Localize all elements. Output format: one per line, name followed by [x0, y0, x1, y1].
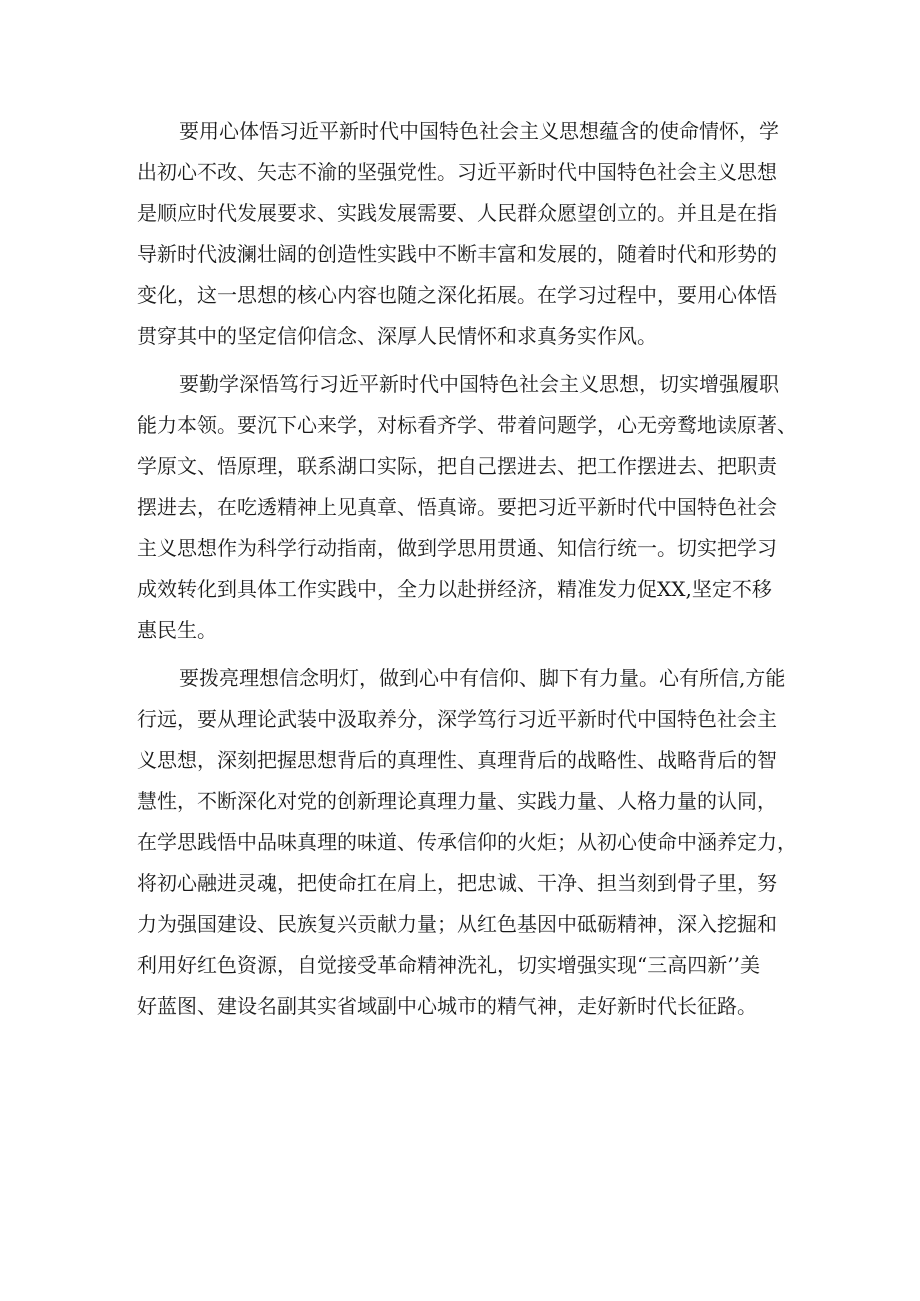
document-body	[137, 111, 797, 1027]
text-line: 行远，要从理论武装中汲取养分，深学笃行习近平新时代中国特色社会主	[137, 707, 777, 731]
paragraph	[137, 111, 785, 357]
text-line: 惠民生。	[137, 618, 217, 642]
text-line: 慧性，不断深化对党的创新理论真理力量、实践力量、人格力量的认同，	[137, 789, 777, 813]
text-line: 主义思想作为科学行动指南，做到学思用贯通、知信行统一。切实把学习	[137, 536, 777, 560]
text-line: 好蓝图、建设名副其实省域副中心城市的精气神，走好新时代长征路。	[137, 994, 757, 1018]
text-line: 在学思践悟中品味真理的味道、传承信仰的火炬；从初心使命中涵养定力，	[137, 830, 797, 854]
text-line: 贯穿其中的坚定信仰信念、深厚人民情怀和求真务实作风。	[137, 324, 657, 348]
text-line: 变化，这一思想的核心内容也随之深化拓展。在学习过程中，要用心体悟	[137, 283, 777, 307]
text-line: 出初心不改、矢志不渝的坚强党性。习近平新时代中国特色社会主义思想	[137, 160, 777, 184]
text-line: 义思想，深刻把握思想背后的真理性、真理背后的战略性、战略背后的智	[137, 748, 777, 772]
text-line: 导新时代波澜壮阔的创造性实践中不断丰富和发展的，随着时代和形势的	[137, 242, 777, 266]
text-line: 将初心融进灵魂，把使命扛在肩上，把忠诚、干净、担当刻到骨子里，努	[137, 871, 777, 895]
text-line: 力为强国建设、民族复兴贡献力量；从红色基因中砥砺精神，深入挖掘和	[137, 912, 777, 936]
text-line: 利用好红色资源，自觉接受革命精神洗礼，切实增强实现“三高四新’’美	[137, 953, 760, 977]
text-line: 要用心体悟习近平新时代中国特色社会主义思想蕴含的使命情怀，学	[179, 119, 779, 143]
text-line: 要勤学深悟笃行习近平新时代中国特色社会主义思想，切实增强履职	[179, 372, 779, 396]
paragraph	[137, 364, 797, 651]
text-line: 成效转化到具体工作实践中，全力以赴拼经济，精准发力促XX,坚定不移	[137, 577, 772, 601]
text-line: 是顺应时代发展要求、实践发展需要、人民群众愿望创立的。并且是在指	[137, 201, 777, 225]
text-line: 摆进去，在吃透精神上见真章、悟真谛。要把习近平新时代中国特色社会	[137, 495, 777, 519]
text-line: 能力本领。要沉下心来学，对标看齐学、带着问题学，心无旁鹜地读原著、	[137, 413, 797, 437]
paragraph-spacer	[137, 651, 785, 658]
paragraph	[137, 658, 797, 1027]
paragraph-spacer	[137, 357, 785, 364]
text-line: 学原文、悟原理，联系湖口实际，把自己摆进去、把工作摆进去、把职责	[137, 454, 777, 478]
text-line: 要拨亮理想信念明灯，做到心中有信仰、脚下有力量。心有所信,方能	[179, 666, 786, 690]
